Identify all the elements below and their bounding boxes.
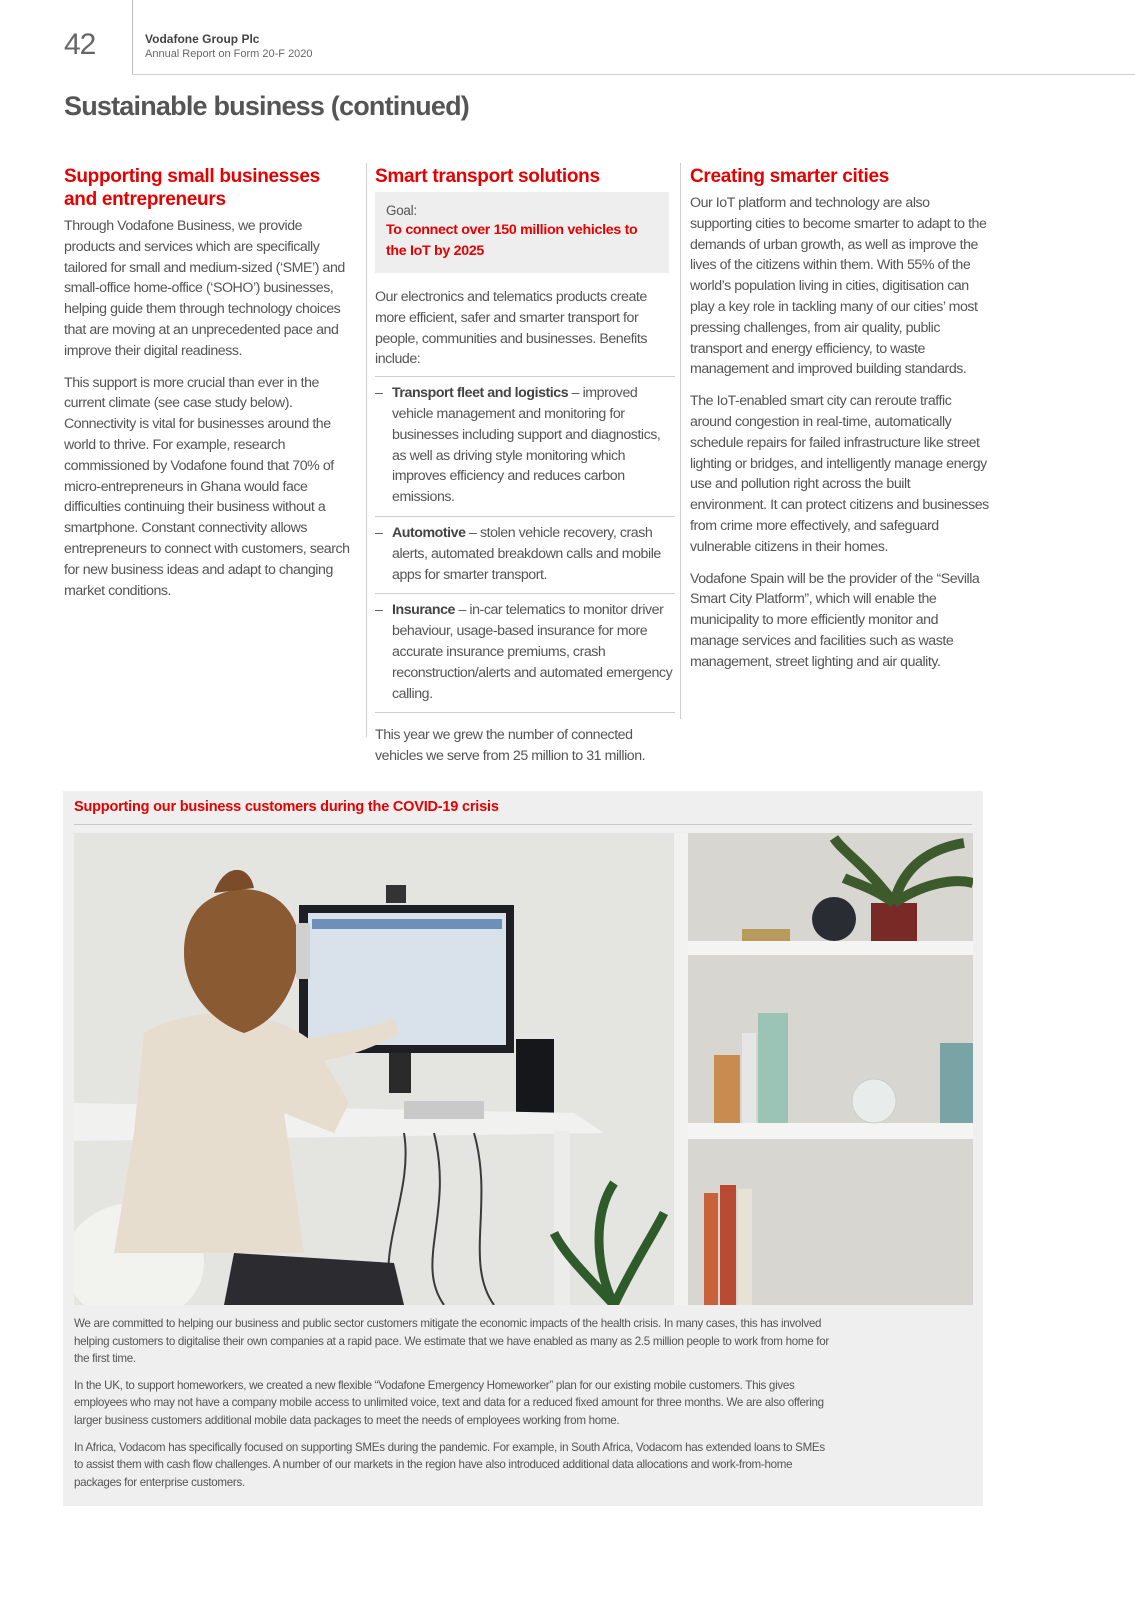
benefit-title: Transport fleet and logistics xyxy=(392,385,569,402)
benefit-text: – stolen vehicle recovery, crash alerts, automated breakdown calls and mobile apps for smarter transport. xyxy=(392,524,661,583)
paragraph: Our IoT platform and technology are also supporting cities to become smarter to adapt to the demands of urban growth, as well as improve the lives of the citizens within them. With 55% of the world’s population living in cities, digitisation can play a key role in tackling many of our cities’ most pressing challenges, from air quality, public transport and energy efficiency, to waste management and improved building standards. xyxy=(690,195,987,378)
goal-box xyxy=(375,192,669,273)
benefit-title: Insurance xyxy=(392,602,455,619)
list-item xyxy=(375,516,675,593)
column-small-businesses xyxy=(64,165,354,601)
home-office-photo xyxy=(74,833,973,1305)
paragraph: In Africa, Vodacom has specifically focused on supporting SMEs during the pandemic. For example, in South Africa, Vodacom has extended loans to SMEs to assist them with cash flow challenges. A number of our markets in the region have also introduced additional data allocations and work-from-home packages for enterprise customers. xyxy=(74,1440,825,1489)
paragraph: Through Vodafone Business, we provide products and services which are specifically tailored for small and medium-sized (‘SME’) and small-office home-office (‘SOHO’) businesses, helping guide them through technology choices that are moving at an unprecedented pace and improve their digital readiness. xyxy=(64,218,345,359)
column-smarter-cities xyxy=(690,165,990,673)
page-number: 42 xyxy=(64,28,96,61)
list-item xyxy=(375,593,675,713)
column-heading: Supporting small businesses and entrepreneurs xyxy=(64,166,320,210)
column-heading: Creating smarter cities xyxy=(690,166,890,187)
company-name: Vodafone Group Plc xyxy=(145,32,260,46)
goal-text: To connect over 150 million vehicles to the IoT by 2025 xyxy=(386,222,638,259)
paragraph: This support is more crucial than ever in the current climate (see case study below). Connectivity is vital for businesses around the world to thrive. For example, research commissioned by Vodafone found that 70% of micro-entrepreneurs in Ghana would face difficulties continuing their business without a smartphone. Constant connectivity allows entrepreneurs to connect with customers, search for new business ideas and adapt to changing market conditions. xyxy=(64,374,350,599)
benefit-text: – improved vehicle management and monitoring for businesses including support and diagnostics, as well as driving style monitoring which improves efficiency and reduces carbon emissions. xyxy=(392,385,661,506)
section-title: Sustainable business (continued) xyxy=(64,91,469,121)
benefit-text: – in-car telematics to monitor driver behaviour, usage-based insurance for more accurate insurance premiums, crash reconstruction/alerts and automated emergency calling. xyxy=(392,602,673,702)
column-heading: Smart transport solutions xyxy=(375,166,600,187)
case-study-text xyxy=(74,1315,834,1491)
paragraph: In the UK, to support homeworkers, we created a new flexible “Vodafone Emergency Homeworker” plan for our existing mobile customers. This gives employees who may not have a company mobile access to unlimited voice, text and data for a reduced fixed amount for three months. We are also offering larger business customers additional mobile data packages to meet the needs of employees working from home. xyxy=(74,1378,824,1427)
case-study-title: Supporting our business customers during the COVID-19 crisis xyxy=(74,799,499,815)
column-divider-2 xyxy=(680,163,681,719)
closing-paragraph: This year we grew the number of connected vehicles we serve from 25 million to 31 million. xyxy=(375,727,646,765)
column-smart-transport xyxy=(375,165,675,767)
dash-bullet: – xyxy=(375,385,383,402)
paragraph: Vodafone Spain will be the provider of the “Sevilla Smart City Platform”, which will enable the municipality to more efficiently monitor and manage services and facilities such as waste management, street lighting and air quality. xyxy=(690,570,980,670)
intro-paragraph: Our electronics and telematics products create more efficient, safer and smarter transport for people, communities and businesses. Benefits include: xyxy=(375,289,647,368)
dash-bullet: – xyxy=(375,524,383,541)
dash-bullet: – xyxy=(375,602,383,619)
case-study-box xyxy=(63,791,983,1506)
paragraph: We are committed to helping our business and public sector customers mitigate the economic impacts of the health crisis. In many cases, this has involved helping customers to digitalise their own companies at a rapid pace. We estimate that we have enabled as many as 2.5 million people to work from home for the first time. xyxy=(74,1317,829,1366)
list-item xyxy=(375,376,675,516)
column-divider-1 xyxy=(366,163,367,737)
goal-label: Goal: xyxy=(386,203,417,218)
header-divider-vertical xyxy=(132,0,133,74)
header-divider-horizontal xyxy=(132,74,1135,75)
benefit-list xyxy=(375,376,675,713)
paragraph: The IoT-enabled smart city can reroute traffic around congestion in real-time, automatically schedule repairs for failed infrastructure like street lighting or bridges, and intelligently manage energy use and pollution right across the built environment. It can protect citizens and businesses from crime more effectively, and safeguard vulnerable citizens in their homes. xyxy=(690,393,989,555)
case-study-divider xyxy=(74,824,972,825)
benefit-title: Automotive xyxy=(392,524,466,541)
report-name: Annual Report on Form 20-F 2020 xyxy=(145,48,313,60)
